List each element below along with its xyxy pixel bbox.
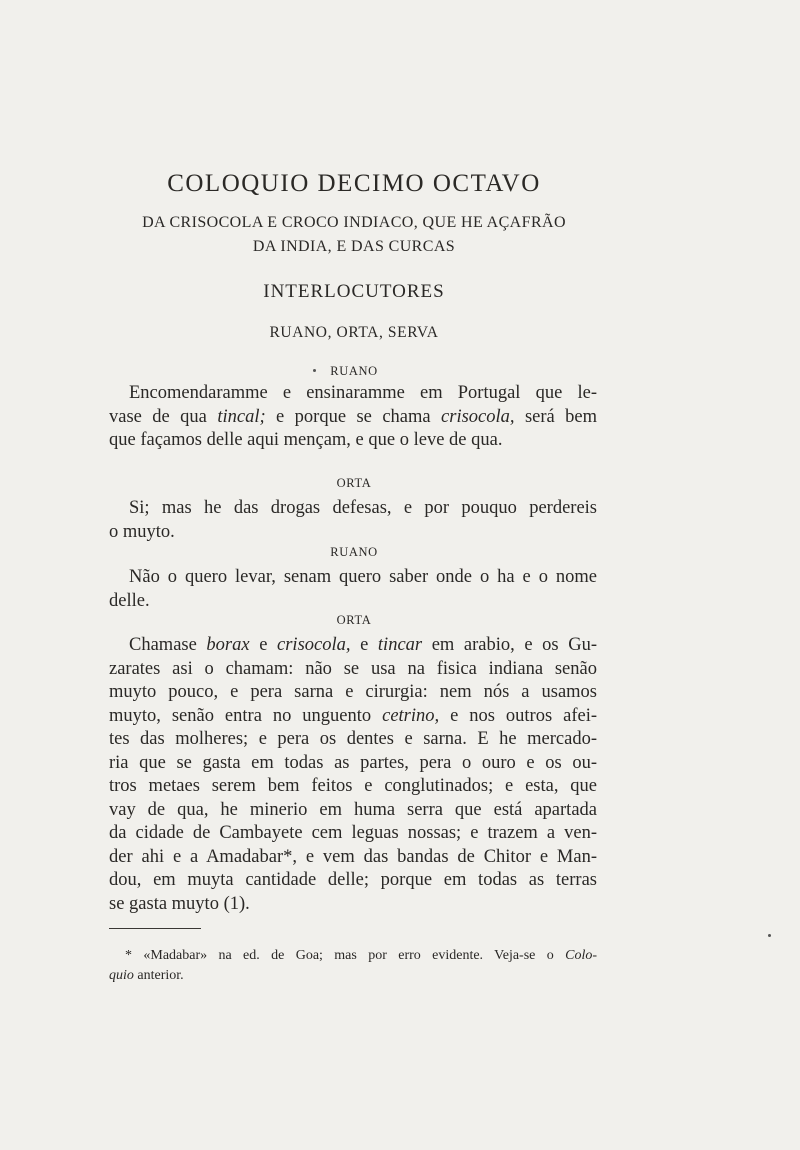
text-line: Chamase borax e crisocola, e tincar em arabio, e os Gu- [129, 635, 598, 655]
text-line: tros metaes serem bem feitos e conglutinados; e esta, que [109, 776, 597, 796]
ink-speck [313, 369, 316, 372]
italic-term: crisocola, [277, 635, 351, 655]
italic-term: borax [206, 635, 250, 655]
text-line: da cidade de Cambayete cem leguas nossas; e trazem a ven- [109, 823, 597, 843]
text-line: se gasta muyto (1). [109, 893, 250, 914]
text-line: * «Madabar» na ed. de Goa; mas por erro evidente. Veja-se o Colo- [125, 948, 597, 963]
text-line: vay de qua, he minerio em huma serra que está apartada [109, 799, 597, 820]
footnote [109, 946, 597, 986]
text-line: muyto pouco, e pera sarna e cirurgia: nem nós a usamos [109, 682, 597, 702]
interlocutores-heading: INTERLOCUTORES [263, 281, 445, 302]
text-line: muyto, senão entra no unguento cetrino, e nos outros afei- [109, 705, 597, 726]
dialogue-paragraph [109, 497, 597, 544]
text-line: delle. [109, 590, 150, 611]
footnote-rule [109, 928, 201, 929]
text-line: dou, em muyta cantidade delle; porque em todas as terras [109, 870, 597, 890]
italic-term: crisocola, [441, 406, 515, 427]
speakers-list: RUANO, ORTA, SERVA [269, 324, 439, 341]
text-line: ria que se gasta em todas as partes, pera o ouro e os ou- [109, 752, 597, 773]
text-line: quio anterior. [109, 968, 184, 983]
chapter-subtitle [0, 211, 708, 259]
text-line: Encomendaramme e ensinaramme em Portugal que le- [129, 383, 597, 403]
italic-term: cetrino, [382, 705, 440, 726]
dialogue-paragraph [109, 566, 597, 613]
subtitle-line: DA CRISOCOLA E CROCO INDIACO, QUE HE AÇAFRÃO [142, 214, 566, 231]
dialogue-paragraph [109, 382, 597, 453]
speaker-label: RUANO [330, 545, 378, 559]
speaker-label: RUANO [330, 364, 378, 378]
dialogue-paragraph [109, 634, 597, 916]
subtitle-line: DA INDIA, E DAS CURCAS [252, 238, 456, 255]
ink-speck [768, 934, 771, 937]
italic-term: quio [109, 968, 134, 983]
italic-term: Colo- [565, 948, 597, 963]
text-line: o muyto. [109, 521, 175, 542]
text-line: der ahi e a Amadabar*, e vem das bandas de Chitor e Man- [109, 846, 597, 867]
text-line: Não o quero levar, senam quero saber onde o ha e o nome [129, 567, 597, 587]
speaker-label: ORTA [336, 476, 372, 490]
chapter-title: COLOQUIO DECIMO OCTAVO [167, 170, 541, 197]
text-line: vase de qua tincal; e porque se chama crisocola, será bem [109, 406, 597, 427]
italic-term: tincal; [217, 406, 266, 427]
text-line: Si; mas he das drogas defesas, e por pouquo perdereis [129, 498, 597, 518]
speaker-label: ORTA [336, 613, 372, 627]
italic-term: tincar [377, 635, 423, 655]
text-line: que façamos delle aqui mençam, e que o leve de qua. [109, 430, 503, 450]
text-line: tes das molheres; e pera os dentes e sarna. E he mercado- [109, 729, 597, 749]
text-line: zarates asi o chamam: não se usa na fisica indiana senão [109, 658, 597, 679]
